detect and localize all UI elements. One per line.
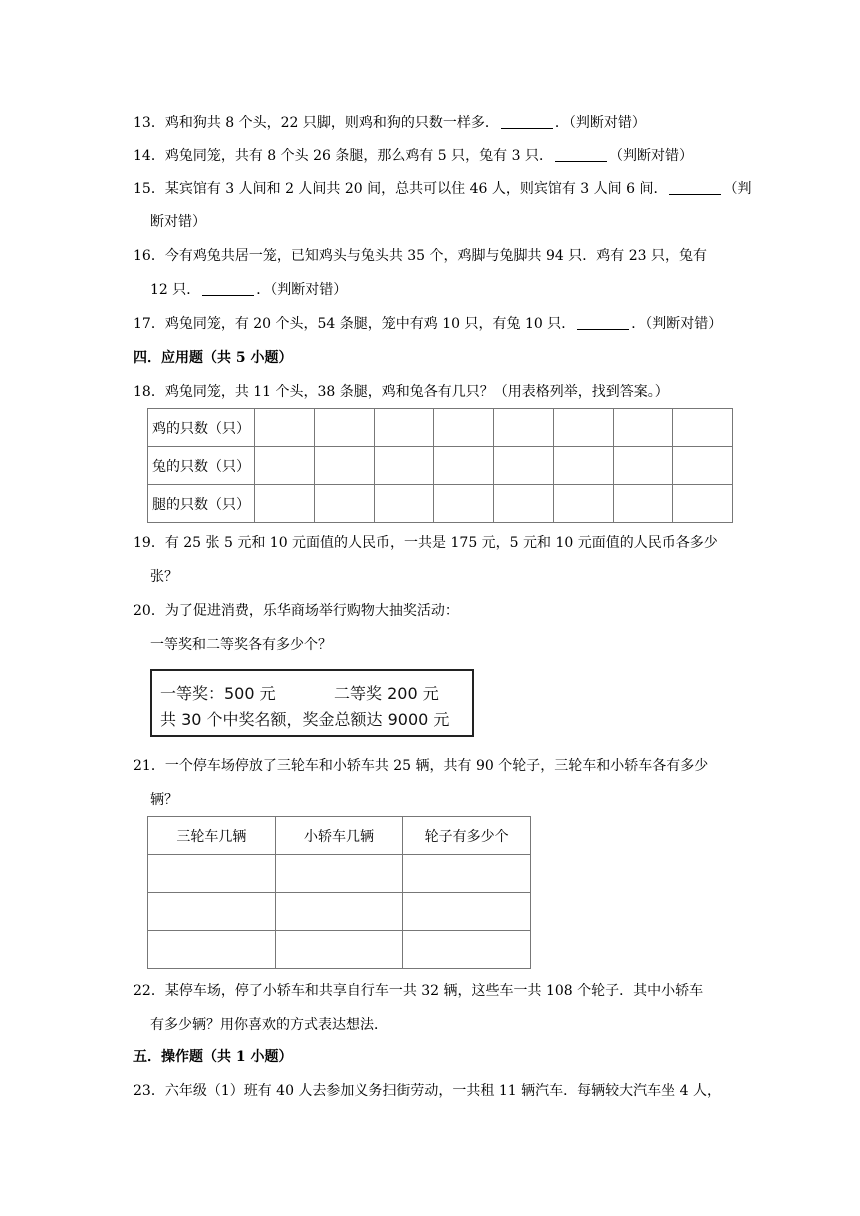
table-cell[interactable] xyxy=(314,485,374,523)
prize-total-text: 共 30 个中奖名额，奖金总额达 9000 元 xyxy=(160,710,450,729)
table-row xyxy=(148,409,733,447)
table-cell[interactable] xyxy=(613,409,673,447)
row-label: 鸡的只数（只） xyxy=(148,409,255,447)
table-row xyxy=(148,855,531,893)
second-prize-text: 二等奖 200 元 xyxy=(334,684,439,703)
question-17: 17．鸡兔同笼，有 20 个头，54 条腿，笼中有鸡 10 只，有兔 10 只． ．（判断对错） xyxy=(133,316,723,332)
table-cell[interactable] xyxy=(275,855,403,893)
question-20: 20．为了促进消费，乐华商场举行购物大抽奖活动： xyxy=(133,603,459,619)
table-cell[interactable] xyxy=(255,485,315,523)
table-row xyxy=(148,893,531,931)
answer-blank[interactable] xyxy=(501,114,553,129)
column-header: 小轿车几辆 xyxy=(275,817,403,855)
column-header: 轮子有多少个 xyxy=(403,817,531,855)
question-21-cont: 辆？ xyxy=(150,792,178,808)
table-cell[interactable] xyxy=(403,855,531,893)
question-18: 18．鸡兔同笼，共 11 个头，38 条腿，鸡和兔各有几只？（用表格列举，找到答案。） xyxy=(133,384,669,400)
table-cell[interactable] xyxy=(255,409,315,447)
table-row xyxy=(148,447,733,485)
table-cell[interactable] xyxy=(148,931,276,969)
table-cell[interactable] xyxy=(494,485,554,523)
table-cell[interactable] xyxy=(314,447,374,485)
table-cell[interactable] xyxy=(374,409,434,447)
table-header-row xyxy=(148,817,531,855)
question-19: 19．有 25 张 5 元和 10 元面值的人民币，一共是 175 元，5 元和 10 元面值的人民币各多少 xyxy=(133,535,718,551)
table-cell[interactable] xyxy=(434,409,494,447)
table-row xyxy=(148,931,531,969)
table-cell[interactable] xyxy=(314,409,374,447)
column-header: 三轮车几辆 xyxy=(148,817,276,855)
question-21: 21．一个停车场停放了三轮车和小轿车共 25 辆，共有 90 个轮子，三轮车和小轿车各有多少 xyxy=(133,758,709,774)
table-cell[interactable] xyxy=(613,447,673,485)
question-23: 23．六年级（1）班有 40 人去参加义务扫街劳动，一共租 11 辆汽车．每辆较大汽车坐 4 人， xyxy=(133,1083,721,1099)
vehicle-table xyxy=(147,816,531,969)
table-row xyxy=(148,485,733,523)
question-14: 14．鸡兔同笼，共有 8 个头 26 条腿，那么鸡有 5 只，兔有 3 只． （判断对错） xyxy=(133,148,693,164)
table-cell[interactable] xyxy=(553,485,613,523)
question-19-cont: 张？ xyxy=(150,569,178,585)
table-cell[interactable] xyxy=(374,447,434,485)
table-cell[interactable] xyxy=(673,485,733,523)
question-16-cont: 12 只． ．（判断对错） xyxy=(150,282,348,298)
table-cell[interactable] xyxy=(673,409,733,447)
table-cell[interactable] xyxy=(403,893,531,931)
table-cell[interactable] xyxy=(275,931,403,969)
section-4-heading: 四．应用题（共 5 小题） xyxy=(133,350,293,366)
table-cell[interactable] xyxy=(403,931,531,969)
table-cell[interactable] xyxy=(374,485,434,523)
question-15: 15．某宾馆有 3 人间和 2 人间共 20 间，总共可以住 46 人，则宾馆有 3 人间 6 间． （判 xyxy=(133,181,752,197)
question-16: 16．今有鸡兔共居一笼，已知鸡头与兔头共 35 个，鸡脚与兔脚共 94 只．鸡有 23 只，兔有 xyxy=(133,248,707,264)
table-cell[interactable] xyxy=(494,409,554,447)
table-cell[interactable] xyxy=(434,447,494,485)
table-cell[interactable] xyxy=(553,447,613,485)
question-22: 22．某停车场，停了小轿车和共享自行车一共 32 辆，这些车一共 108 个轮子．其中小轿车 xyxy=(133,983,704,999)
table-cell[interactable] xyxy=(255,447,315,485)
question-22-cont: 有多少辆？用你喜欢的方式表达想法． xyxy=(150,1017,388,1033)
first-prize-text: 一等奖：500 元 xyxy=(160,684,276,703)
question-20-cont: 一等奖和二等奖各有多少个？ xyxy=(150,637,332,653)
answer-blank[interactable] xyxy=(669,180,721,195)
table-cell[interactable] xyxy=(673,447,733,485)
row-label: 兔的只数（只） xyxy=(148,447,255,485)
section-5-heading: 五．操作题（共 1 小题） xyxy=(133,1049,293,1065)
table-cell[interactable] xyxy=(275,893,403,931)
row-label: 腿的只数（只） xyxy=(148,485,255,523)
table-cell[interactable] xyxy=(553,409,613,447)
question-13: 13．鸡和狗共 8 个头，22 只脚，则鸡和狗的只数一样多． ．（判断对错） xyxy=(133,115,646,131)
answer-blank[interactable] xyxy=(202,281,254,296)
table-cell[interactable] xyxy=(613,485,673,523)
answer-blank[interactable] xyxy=(577,315,629,330)
table-cell[interactable] xyxy=(148,893,276,931)
question-15-cont: 断对错） xyxy=(150,214,206,230)
table-cell[interactable] xyxy=(494,447,554,485)
prize-info-box xyxy=(150,669,474,737)
table-cell[interactable] xyxy=(434,485,494,523)
chicken-rabbit-table xyxy=(147,408,733,523)
table-cell[interactable] xyxy=(148,855,276,893)
answer-blank[interactable] xyxy=(555,147,607,162)
